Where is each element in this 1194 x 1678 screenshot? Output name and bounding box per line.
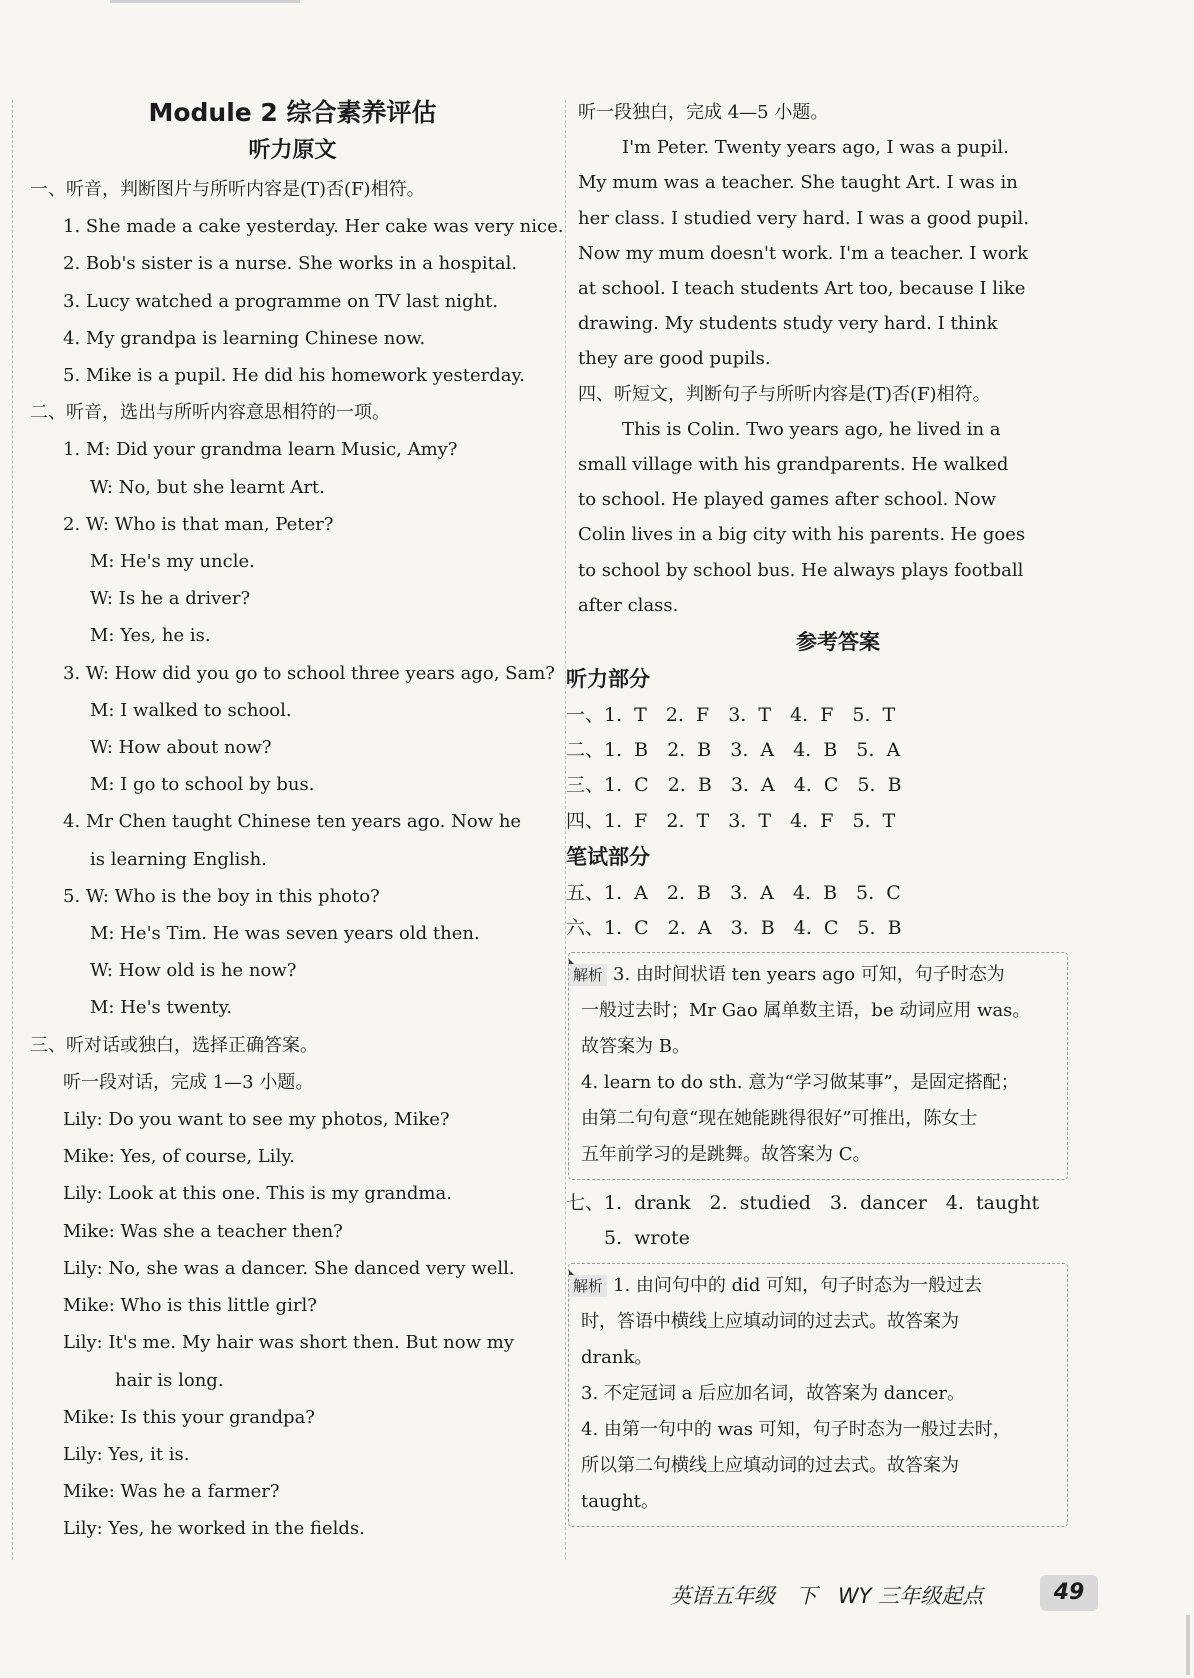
analysis-line	[581, 1065, 1057, 1101]
script-line: 5. Mike is a pupil. He did his homework yesterday.	[63, 365, 525, 387]
analysis-line	[581, 1412, 1057, 1448]
script-line: W: How about now?	[90, 737, 272, 759]
page-number: 49	[1040, 1575, 1098, 1611]
analysis-line	[581, 1448, 1057, 1484]
analysis-line	[581, 993, 1057, 1029]
script-line: Lily: No, she was a dancer. She danced very well.	[63, 1257, 515, 1279]
analysis-text: 1. 由问句中的 did 可知，句子时态为一般过去	[613, 1274, 983, 1296]
right-column	[566, 95, 1098, 1533]
script-line: W: Is he a driver?	[90, 588, 251, 610]
footer-book-info: 英语五年级 下 WY 三年级起点	[670, 1584, 984, 1608]
script-line: 1. M: Did your grandma learn Music, Amy?	[63, 439, 458, 461]
script-line: 3. Lucy watched a programme on TV last night.	[63, 290, 499, 312]
left-margin-line	[12, 100, 13, 1560]
script-line: Mike: Was she a teacher then?	[63, 1220, 343, 1242]
script-line: 4. Mr Chen taught Chinese ten years ago. Now he	[63, 811, 522, 833]
answer-row: 二、1. B 2. B 3. A 4. B 5. A	[566, 739, 901, 762]
left-column	[30, 95, 564, 1548]
script-line: drawing. My students study very hard. I think	[578, 313, 998, 335]
analysis-box-1	[568, 952, 1068, 1180]
analysis-tag: 解析	[569, 1275, 607, 1297]
script-line: 3. W: How did you go to school three years ago, Sam?	[63, 662, 555, 684]
script-line: Mike: Is this your grandpa?	[63, 1406, 315, 1428]
analysis-2-lines	[573, 1268, 1057, 1520]
script-line: Mike: Was he a farmer?	[63, 1481, 280, 1503]
scan-edge-right	[1186, 1615, 1190, 1675]
analysis-line	[581, 1340, 1057, 1376]
writing-answers	[566, 876, 1098, 946]
script-line: M: He's twenty.	[90, 997, 233, 1019]
script-line: Lily: Look at this one. This is my grandma.	[63, 1183, 452, 1205]
answer-row: 七、1. drank 2. studied 3. dancer 4. taught	[566, 1192, 1040, 1215]
analysis-text: 故答案为 B。	[581, 1036, 690, 1058]
script-line: Lily: Yes, it is.	[63, 1443, 190, 1465]
analysis-text: taught。	[581, 1490, 659, 1512]
analysis-text: drank。	[581, 1346, 653, 1368]
script-line: M: Yes, he is.	[90, 625, 211, 647]
analysis-line	[581, 1101, 1057, 1137]
script-line: they are good pupils.	[578, 348, 771, 370]
script-line: W: No, but she learnt Art.	[90, 476, 325, 498]
analysis-line	[581, 1137, 1057, 1173]
scan-edge-mark	[110, 0, 300, 3]
analysis-box-2	[568, 1263, 1068, 1527]
script-line: My mum was a teacher. She taught Art. I was in	[578, 172, 1018, 194]
script-line: 听一段独白，完成 4—5 小题。	[578, 102, 829, 123]
footer	[670, 1572, 1100, 1612]
script-line: small village with his grandparents. He walked	[578, 454, 1009, 476]
script-line: her class. I studied very hard. I was a good pupil.	[578, 207, 1030, 229]
analysis-text: 时，答语中横线上应填动词的过去式。故答案为	[581, 1310, 959, 1332]
analysis-line	[573, 957, 1057, 993]
script-line: M: I walked to school.	[90, 699, 292, 721]
script-line: is learning English.	[90, 848, 267, 870]
analysis-line	[581, 1484, 1057, 1520]
listening-answers	[566, 698, 1098, 839]
analysis-text: 3. 由时间状语 ten years ago 可知，句子时态为	[613, 964, 1005, 986]
script-line: 4. My grandpa is learning Chinese now.	[63, 327, 426, 349]
analysis-text: 一般过去时；Mr Gao 属单数主语，be 动词应用 was。	[581, 1000, 1031, 1022]
script-line: This is Colin. Two years ago, he lived in a	[622, 418, 1001, 440]
listening-part-heading: 听力部分	[566, 667, 650, 692]
script-line: W: How old is he now?	[90, 960, 297, 982]
script-line: to school. He played games after school. Now	[578, 489, 997, 511]
analysis-line	[581, 1304, 1057, 1340]
analysis-text: 3. 不定冠词 a 后应加名词，故答案为 dancer。	[581, 1382, 965, 1404]
script-line: 2. W: Who is that man, Peter?	[63, 513, 334, 535]
script-line: 2. Bob's sister is a nurse. She works in a hospital.	[63, 253, 518, 275]
analysis-text: 所以第二句横线上应填动词的过去式。故答案为	[581, 1454, 959, 1476]
script-line: M: He's my uncle.	[90, 551, 255, 573]
section-seven-answers	[566, 1186, 1098, 1256]
script-line: at school. I teach students Art too, because I like	[578, 278, 1026, 300]
script-line: Mike: Who is this little girl?	[63, 1295, 317, 1317]
answer-row: 三、1. C 2. B 3. A 4. C 5. B	[566, 774, 902, 797]
answer-row: 四、1. F 2. T 3. T 4. F 5. T	[566, 809, 896, 832]
listening-script-heading: 听力原文	[248, 138, 337, 163]
analysis-tag: 解析	[569, 964, 607, 986]
script-line: Lily: Yes, he worked in the fields.	[63, 1518, 365, 1540]
script-line: 1. She made a cake yesterday. Her cake was very nice.	[63, 216, 564, 238]
listening-script-right	[578, 95, 1098, 623]
script-line: Lily: It's me. My hair was short then. But now my	[63, 1332, 514, 1354]
script-line: to school by school bus. He always plays football	[578, 559, 1024, 581]
script-line: 二、听音，选出与所听内容意思相符的一项。	[30, 402, 390, 424]
analysis-text: 4. learn to do sth. 意为“学习做某事”，是固定搭配；	[581, 1072, 1019, 1094]
answers-heading: 参考答案	[796, 630, 880, 655]
analysis-line	[573, 1268, 1057, 1304]
script-line: 三、听对话或独白，选择正确答案。	[30, 1034, 318, 1056]
answer-row: 一、1. T 2. F 3. T 4. F 5. T	[566, 704, 896, 727]
script-line: 5. W: Who is the boy in this photo?	[63, 885, 380, 907]
analysis-line	[581, 1376, 1057, 1412]
script-line: 听一段对话，完成 1—3 小题。	[63, 1071, 314, 1093]
script-line: M: I go to school by bus.	[90, 774, 315, 796]
answer-row: 五、1. A 2. B 3. A 4. B 5. C	[566, 881, 901, 904]
analysis-text: 五年前学习的是跳舞。故答案为 C。	[581, 1144, 871, 1166]
listening-script-left	[30, 171, 564, 1548]
script-line: Colin lives in a big city with his parents. He goes	[578, 524, 1026, 546]
analysis-line	[581, 1029, 1057, 1065]
analysis-text: 由第二句句意“现在她能跳得很好”可推出，陈女士	[581, 1108, 978, 1130]
script-line: Lily: Do you want to see my photos, Mike?	[63, 1109, 450, 1131]
script-line: Now my mum doesn't work. I'm a teacher. I work	[578, 242, 1028, 264]
script-line: hair is long.	[115, 1369, 224, 1391]
script-line: I'm Peter. Twenty years ago, I was a pupil.	[622, 137, 1009, 159]
answer-row: 5. wrote	[604, 1227, 690, 1250]
analysis-1-lines	[573, 957, 1057, 1173]
script-line: 四、听短文，判断句子与所听内容是(T)否(F)相符。	[578, 383, 991, 405]
script-line: after class.	[578, 594, 679, 616]
writing-part-heading: 笔试部分	[566, 844, 650, 869]
analysis-text: 4. 由第一句中的 was 可知，句子时态为一般过去时，	[581, 1418, 1011, 1440]
script-line: 一、听音，判断图片与所听内容是(T)否(F)相符。	[30, 179, 425, 200]
answer-row: 六、1. C 2. A 3. B 4. C 5. B	[566, 917, 902, 940]
script-line: Mike: Yes, of course, Lily.	[63, 1146, 295, 1168]
script-line: M: He's Tim. He was seven years old then.	[90, 923, 480, 945]
page-title: Module 2 综合素养评估	[148, 98, 437, 127]
